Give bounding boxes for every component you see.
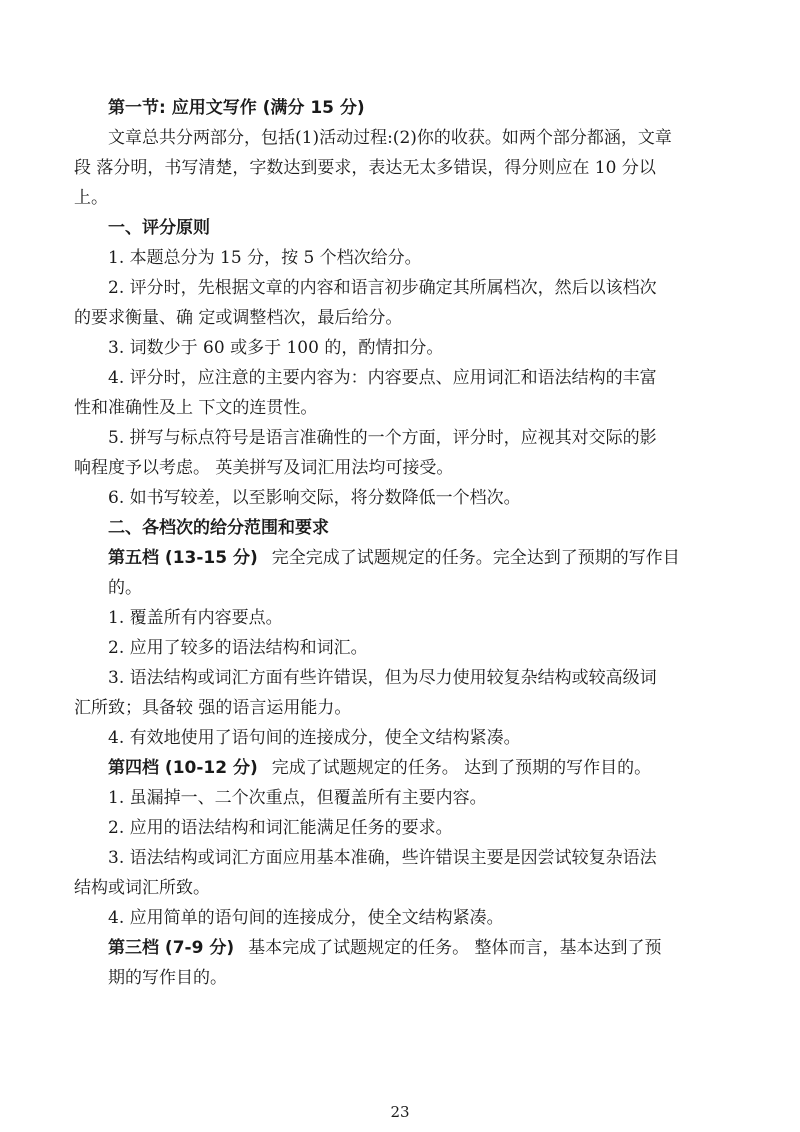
- tier4-item-2: 2. 应用的语法结构和词汇能满足任务的要求。: [108, 818, 453, 838]
- page-number: 23: [390, 1103, 410, 1121]
- tier3-desc-line-2: 期的写作目的。: [108, 968, 227, 988]
- principle-item-1: 1. 本题总分为 15 分，按 5 个档次给分。: [108, 248, 422, 268]
- principle-item-3: 3. 词数少于 60 或多于 100 的，酌情扣分。: [108, 338, 444, 358]
- tier5-item-2: 2. 应用了较多的语法结构和词汇。: [108, 638, 368, 658]
- principle-item-4-line-1: 4. 评分时，应注意的主要内容为：内容要点、应用词汇和语法结构的丰富: [108, 368, 657, 388]
- tier3-label: 第三档 (7-9 分): [108, 938, 235, 958]
- tier4-item-3-line-2: 结构或词汇所致。: [74, 878, 210, 898]
- tier5-item-4: 4. 有效地使用了语句间的连接成分，使全文结构紧凑。: [108, 728, 521, 748]
- tiers-heading: 二、各档次的给分范围和要求: [108, 518, 329, 538]
- section-title: 第一节: 应用文写作 (满分 15 分): [108, 98, 365, 118]
- tier5-item-1: 1. 覆盖所有内容要点。: [108, 608, 283, 628]
- tier3-header: [108, 933, 718, 963]
- document-body: [74, 93, 718, 993]
- tier4-desc: 完成了试题规定的任务。 达到了预期的写作目的。: [271, 758, 652, 778]
- tier5-label: 第五档 (13-15 分): [108, 548, 258, 568]
- tier4-label: 第四档 (10-12 分): [108, 758, 258, 778]
- intro-line-2: 段 落分明，书写清楚，字数达到要求，表达无太多错误，得分则应在 10 分以: [74, 158, 656, 178]
- tier5-header: [108, 543, 718, 573]
- principles-heading: 一、评分原则: [108, 218, 210, 238]
- principle-item-2-line-2: 的要求衡量、确 定或调整档次，最后给分。: [74, 308, 403, 328]
- tier4-header: [108, 753, 718, 783]
- tier5-item-3-line-2: 汇所致；具备较 强的语言运用能力。: [74, 698, 352, 718]
- tier4-item-3-line-1: 3. 语法结构或词汇方面应用基本准确，些许错误主要是因尝试较复杂语法: [108, 848, 657, 868]
- principle-item-5-line-1: 5. 拼写与标点符号是语言准确性的一个方面，评分时，应视其对交际的影: [108, 428, 657, 448]
- tier5-desc-line-1: 完全完成了试题规定的任务。完全达到了预期的写作目: [271, 548, 680, 568]
- tier5-desc-line-2: 的。: [108, 578, 142, 598]
- intro-line-3: 上。: [74, 188, 108, 208]
- tier4-item-4: 4. 应用简单的语句间的连接成分，使全文结构紧凑。: [108, 908, 504, 928]
- principle-item-5-line-2: 响程度予以考虑。 英美拼写及词汇用法均可接受。: [74, 458, 454, 478]
- tier4-item-1: 1. 虽漏掉一、二个次重点，但覆盖所有主要内容。: [108, 788, 487, 808]
- principle-item-2-line-1: 2. 评分时，先根据文章的内容和语言初步确定其所属档次，然后以该档次: [108, 278, 657, 298]
- intro-line-1: 文章总共分两部分，包括(1)活动过程:(2)你的收获。如两个部分都涵，文章: [108, 128, 672, 148]
- principle-item-6: 6. 如书写较差，以至影响交际，将分数降低一个档次。: [108, 488, 521, 508]
- principle-item-4-line-2: 性和准确性及上 下文的连贯性。: [74, 398, 318, 418]
- tier5-item-3-line-1: 3. 语法结构或词汇方面有些许错误，但为尽力使用较复杂结构或较高级词: [108, 668, 657, 688]
- tier3-desc-line-1: 基本完成了试题规定的任务。 整体而言，基本达到了预: [248, 938, 662, 958]
